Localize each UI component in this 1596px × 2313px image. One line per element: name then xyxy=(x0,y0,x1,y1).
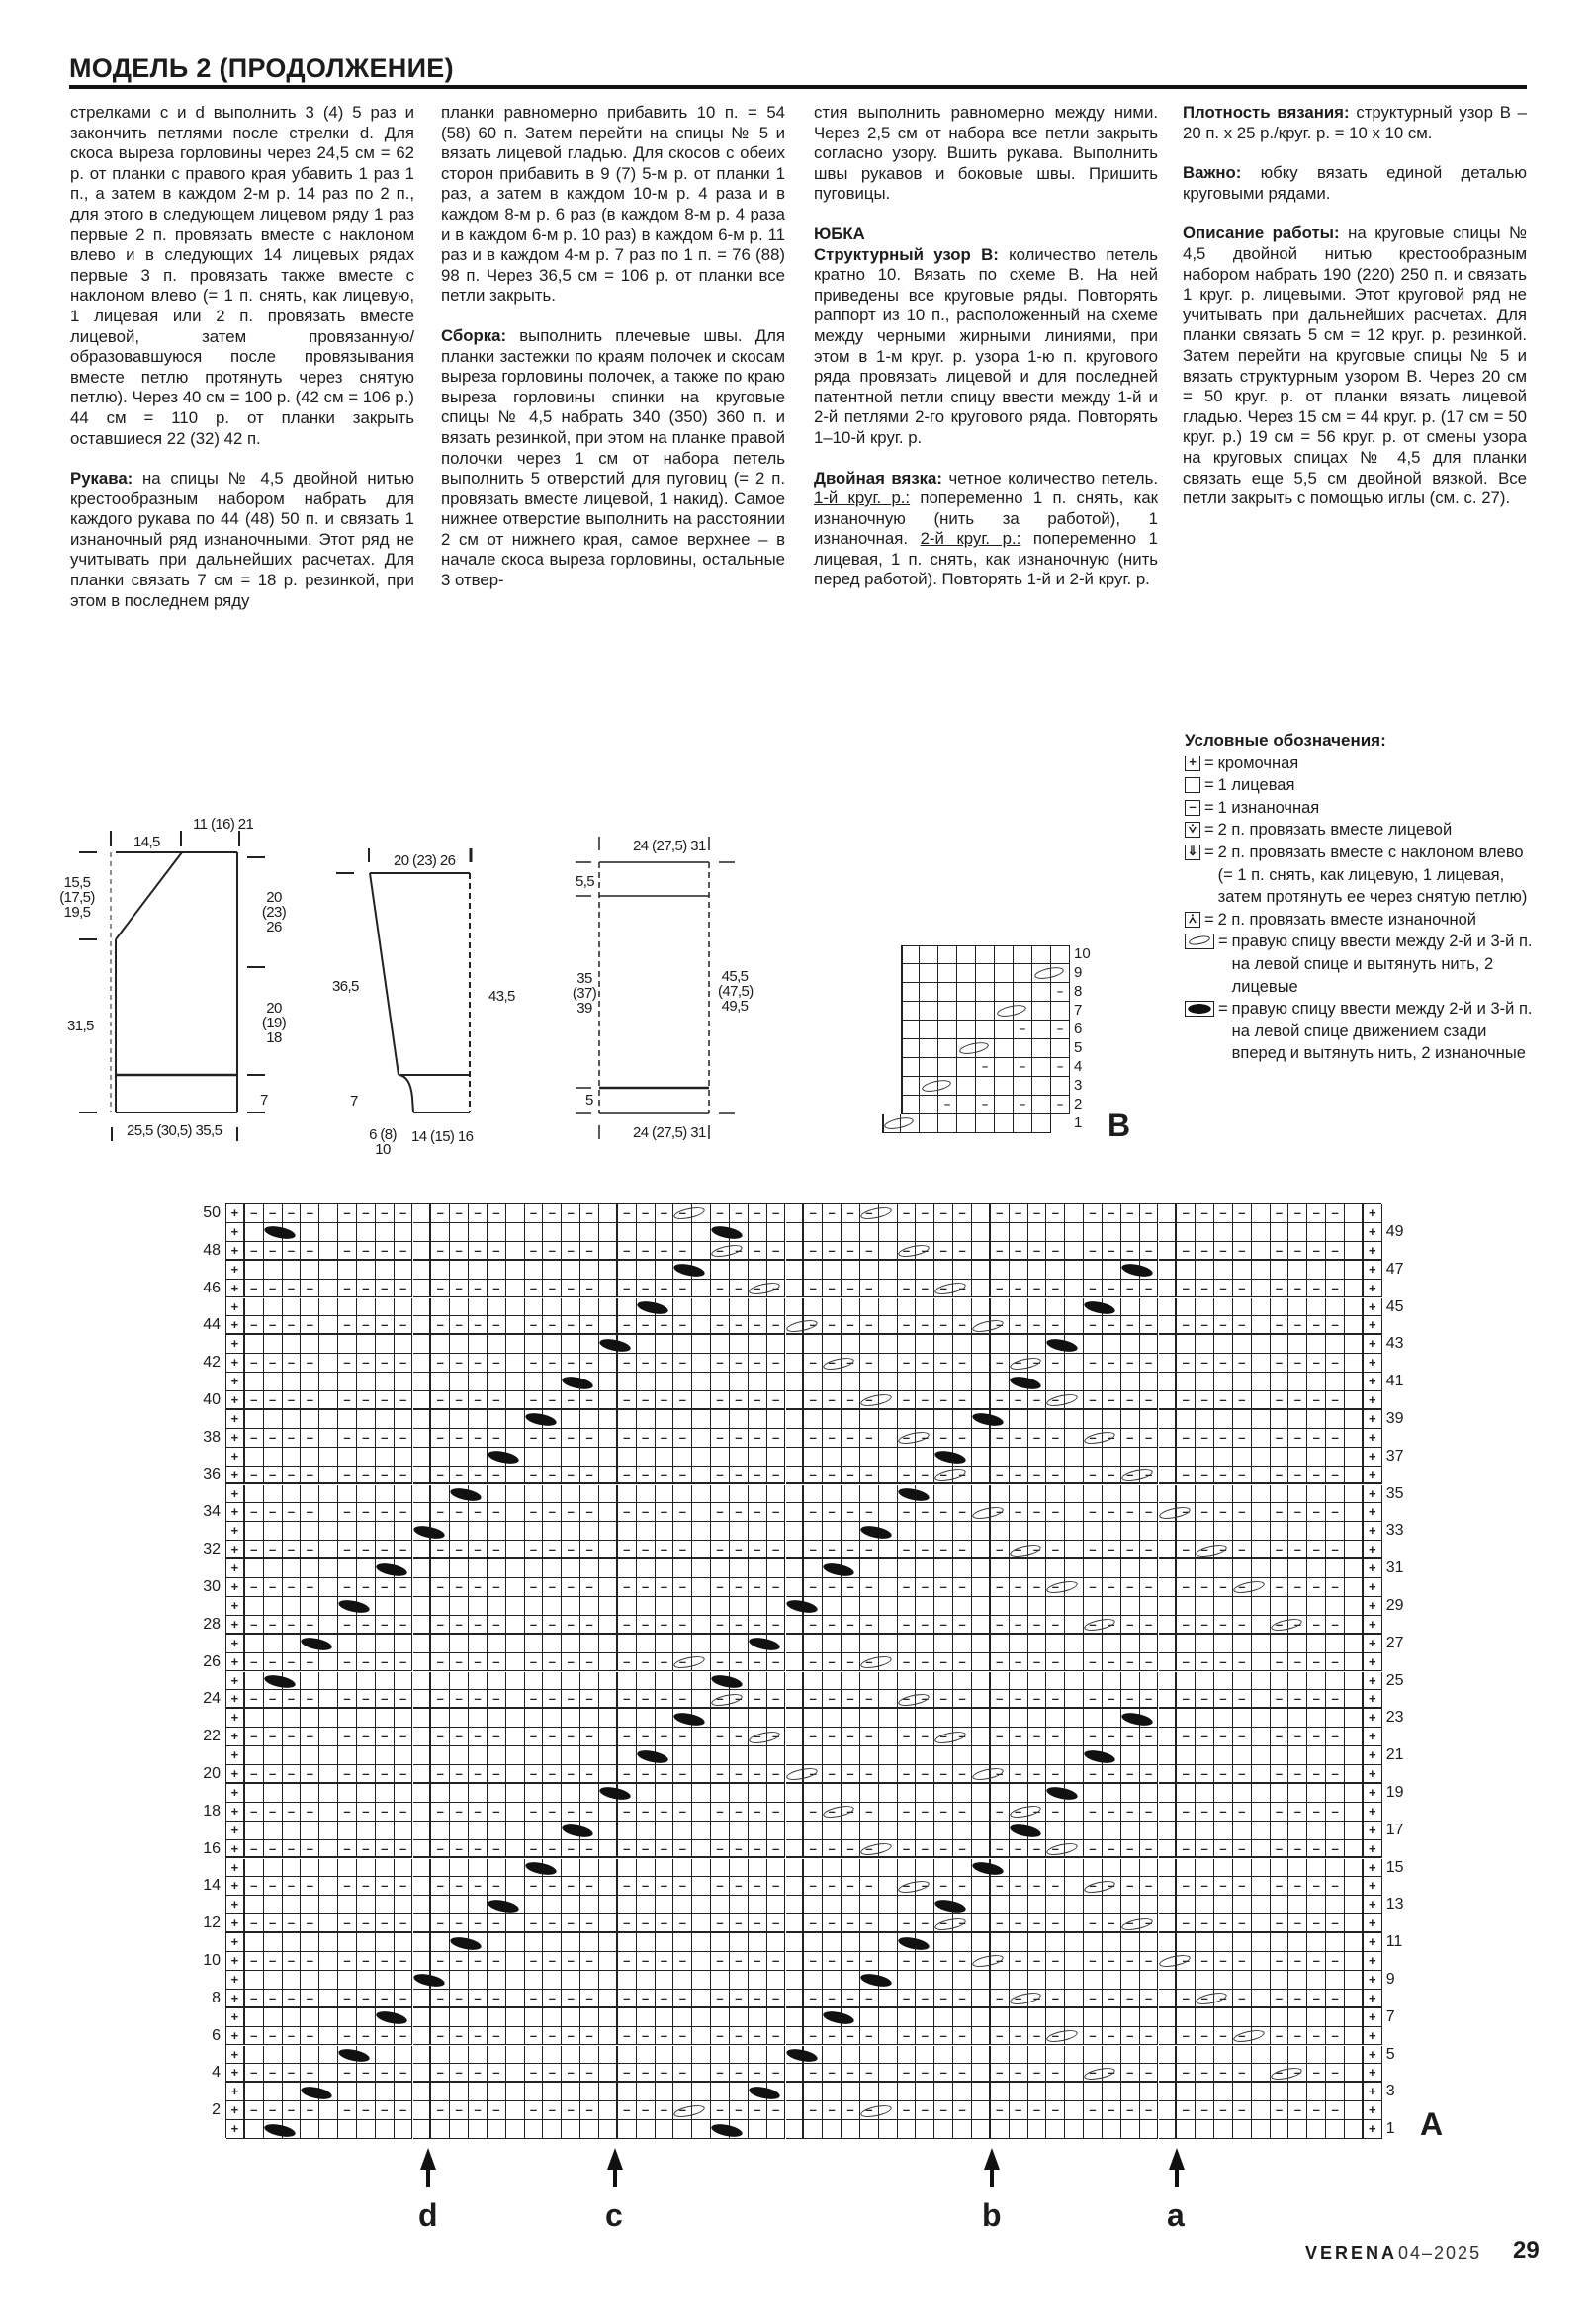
front-dim-bottom: 25,5 (30,5) 35,5 xyxy=(127,1122,222,1139)
row-number: 7 xyxy=(1385,2007,1395,2025)
legend-symbol-icon: ⩒ xyxy=(1185,822,1200,838)
sleeve-dim-bottom-right: 14 (15) 16 xyxy=(411,1128,474,1145)
paragraph-important: Важно: юбку вязать единой деталью круговыми рядами. xyxy=(1183,163,1527,203)
row-number: 41 xyxy=(1385,1373,1404,1390)
row-number: 30 xyxy=(203,1578,221,1595)
row-number: 20 xyxy=(203,1765,221,1782)
row-number: 27 xyxy=(1385,1634,1404,1651)
row-number: 21 xyxy=(1385,1746,1404,1764)
row-number: 47 xyxy=(1385,1260,1404,1278)
chart-a: + – – – – – – – – – – – – – – – – – – – – – – – – – – – – – – – – – – – – – – – – – – – – – – – – + + + + – – – – – – – – – – – – – – – – – – – – – – – – – – – – – – – – – – – – – – – – – – – – – – – – + + + + – – – – – – – – – – – – – – – – – – – – – – – – – – – – – – – – – – – – – – – – – – – – – – – – + + + + – – – – – – – – – – – – – – – – – – – – – – – – – – – – – – – – – – – – – – – – – – – – – – – – + + + + – – – – – – – – – – – – – – – – – – – – – – – – – – – – – – – – – – – – – – – – – – – – – – – – + + + + – – – – – – – – – – – – – – – – – – – – – – – – – – – – – – – – – – – – – – – – – – – – – – – – + + + + – – – – – – – – – – – – – – – – – – – – – – – – – – – – – – – – – – – – – – – – – – – – – – – – + + + + – – – – – – – – – – – – – – – – – – – – – – – – – – – – – – – – – – – – – – – – – – – – – – – – + + + + – – – – – – – – – – – – – – – – – – – – – – – – – – – – – – – – – – – – – – – – – – – – – – – – + + + + – – – – – – – – – – – – – – – – – – – – – – – – – – – – – – – – – – – – – – – – – – – – – – – – + + + + – – – – – – – – – – – – – – – – – – – – – – – – – – – – – – – – – – – – – – – – – – – – – – – – + + + + – – – – – – – – – – – – – – – – – – – – – – – – – – – – – – – – – – – – – – – – – – – – – – – – + + + + – – – – – – – – – – – – – – – – – – – – – – – – – – – – – – – – – – – – – – – – – – – – – – – – + + + + – – – – – – – – – – – – – – – – – – – – – – – – – – – – – – – – – – – – – – – – – – – – – – – – + + + + – – – – – – – – – – – – – – – – – – – – – – – – – – – – – – – – – – – – – – – – – – – – – – – – + + + + – – – – – – – – – – – – – – – – – – – – – – – – – – – – – – – – – – – – – – – – – – – – – – – – + + + + – – – – – – – – – – – – – – – – – – – – – – – – – – – – – – – – – – – – – – – – – – – – – – – – + + + + – – – – – – – – – – – – – – – – – – – – – – – – – – – – – – – – – – – – – – – – – – – – – – – – + + + + – – – – – – – – – – – – – – – – – – – – – – – – – – – – – – – – – – – – – – – – – – – – – – – – + + + + – – – – – – – – – – – – – – – – – – – – – – – – – – – – – – – – – – – – – – – – – – – – – – – – + + + + – – – – – – – – – – – – – – – – – – – – – – – – – – – – – – – – – – – – – – – – – – – – – – – – + + + + – – – – – – – – – – – – – – – – – – – – – – – – – – – – – – – – – – – – – – – – – – – – – – – – + + + + – – – – – – – – – – – – – – – – – – – – – – – – – – – – – – – – – – – – – – – – – – – – – – – – + + + + – – – – – – – – – – – – – – – – – – – – – – – – – – – – – – – – – – – – – – – – – – – – – – – – + + + + – – – – – – – – – – – – – – – – – – – – – – – – – – – – – – – – – – – – – – – – – – – – – – – – + + + 50 48 46 44 42 40 38 36 34 32 30 28 26 24 22 20 18 16 14 12 10 8 6 4 2 49 47 45 43 41 39 37 35 33 31 29 27 25 23 21 19 17 15 13 11 9 7 5 3 1 xyxy=(225,1203,1381,2138)
sleeve-dim-left-lower: 7 xyxy=(350,1093,358,1110)
row-number: 8 xyxy=(1074,983,1083,1000)
row-number: 36 xyxy=(203,1466,221,1483)
front-dim-top-left: 14,5 xyxy=(133,834,160,850)
paragraph-gauge: Плотность вязания: структурный узор В – 20 п. х 25 р./круг. р. = 10 х 10 см. xyxy=(1183,103,1528,142)
row-number: 9 xyxy=(1385,1970,1395,1988)
row-number: 42 xyxy=(203,1354,221,1372)
text-column-2 xyxy=(441,103,785,611)
skirt-dim-right: 45,5 (47,5) 49,5 xyxy=(718,968,754,1015)
page-title: МОДЕЛЬ 2 (ПРОДОЛЖЕНИЕ) xyxy=(69,53,454,83)
row-number: 9 xyxy=(1074,964,1083,981)
row-number: 38 xyxy=(203,1428,221,1446)
front-dim-right-lower: 7 xyxy=(260,1092,268,1109)
row-number: 33 xyxy=(1385,1522,1404,1540)
arrow-label: b xyxy=(982,2197,1002,2233)
legend-symbol-icon: ⇓ xyxy=(1185,845,1200,860)
arrow-label: a xyxy=(1167,2197,1185,2233)
paragraph-sleeves: Рукава: на спицы № 4,5 двойной нитью крестообразным набором набрать для каждого рукава по 44 (48) 50 п. и связать 1 изнаночный ряд изнаночными. Этот ряд не учитывать при дальнейших расчетах. Для планки связать 7 см = 18 р. резинкой, при этом в последнем ряду xyxy=(70,469,414,610)
legend-item: ⇓ = 2 п. провязать вместе с наклоном влево (= 1 п. снять, как лицевую, 1 лицевая, затем протянуть ее через снятую петлю) xyxy=(1185,842,1541,909)
row-number: 40 xyxy=(203,1391,221,1408)
legend-item: = правую спицу ввести между 2-й и 3-й п. на левой спице движением сзади вперед и вытянуть нить, 2 изнаночные xyxy=(1185,998,1541,1065)
chart-b: 10 9 – 8 7 – – 6 5 – – – 4 3 – – – – 2 1 xyxy=(882,945,1080,1143)
text-column-1 xyxy=(70,103,414,631)
paragraph-work-description: Описание работы: на круговые спицы № 4,5 двойной нитью крестообразным набором набрать 190 (220) 250 п. и связать 1 круг. р. лицевыми. Этот круговой ряд не учитывать при дальнейших расчетах. Для планки связать 5 см = 12 круг. р. резинкой. Затем перейти на круговые спицы № 5 и вязать структурным узором В. Через 20 см = 50 круг. р. от планки вязать лицевой гладью. Через 15 см = 44 круг. р. (17 см = 50 круг. р.) 19 см = 56 круг. р. от смены узора на круговых спицах № 4,5 для планки связать еще 5,5 см двойной вязкой. Все петли закрыть с помощью иглы (см. с. 27). xyxy=(1183,223,1527,508)
front-dim-left-lower: 31,5 xyxy=(67,1018,94,1034)
row-number: 5 xyxy=(1385,2045,1395,2063)
paragraph-assembly: Сборка: выполнить плечевые швы. Для планки застежки по краям полочек и скосам выреза горловины полочек, а также по краю выреза горловины спинки на круговые спицы № 4,5 набрать 340 (350) 360 п. и вязать резинкой, при этом на планке правой полочки через 1 см от набора петель выполнить 5 отверстий для пуговиц (= 2 п. провязать вместе лицевой, 1 накид). Самое нижнее отверстие выполнить на расстоянии 2 см от нижнего края, самое верхнее – в начале скоса выреза горловины, остальные 3 отвер- xyxy=(441,325,785,590)
row-number: 12 xyxy=(203,1914,221,1932)
row-number: 15 xyxy=(1385,1858,1404,1876)
arrow-shaft xyxy=(1175,2166,1179,2187)
row-number: 43 xyxy=(1385,1335,1404,1353)
skirt-dim-left-mid: 35 (37) 39 xyxy=(572,970,597,1017)
legend-title: Условные обозначения: xyxy=(1185,731,1386,750)
skirt-dim-top: 24 (27,5) 31 xyxy=(633,838,706,854)
row-number: 2 xyxy=(1074,1096,1083,1112)
row-number: 13 xyxy=(1385,1896,1404,1913)
row-number: 32 xyxy=(203,1541,221,1558)
row-number: 3 xyxy=(1385,2083,1395,2100)
skirt-dim-left-lower: 5 xyxy=(585,1092,593,1109)
row-number: 28 xyxy=(203,1615,221,1633)
row-number: 35 xyxy=(1385,1484,1404,1502)
paragraph-skirt-pattern: ЮБКА Структурный узор В: количество петель кратно 10. Вязать по схеме В. На ней приведены все круговые ряды. Повторять раппорт из 10 п., расположенный на схеме между черными жирными линиями, при этом в 1-м круг. р. узора 1-ю п. кругового ряда провязать лицевой и для последней патентной петли спицу ввести между 1-й и 2-й петлями 2-го кругового ряда. Повторять 1–10-й круг. р. xyxy=(814,223,1158,447)
front-dim-right-mid: 20 (19) 18 xyxy=(261,1000,287,1046)
legend-items xyxy=(1185,753,1541,1065)
issue-number: 04–2025 xyxy=(1398,2243,1482,2263)
sleeve-dim-right: 43,5 xyxy=(488,988,515,1005)
paragraph-front: стрелками c и d выполнить 3 (4) 5 раз и закончить петлями после стрелки d. Для скоса выреза горловины через 24,5 см = 62 р. от планки с правого края убавить 1 раз 1 п., а затем в каждом 2-м р. 14 раз по 2 п., для этого в следующем лицевом ряду 1 раз первые 2 п. провязать вместе с наклоном влево и в следующих 14 лицевых рядах первые 3 п. провязать также вместе с наклоном влево (= 1 п. снять, как лицевую, 1 лицевая или 2 п. провязать вместе лицевой, затем провязанную/образовавшуюся после провязывания вместе петлю протянуть через снятую петлю). Через 40 см = 100 р. (42 см = 106 р.) 44 см = 110 р. от планки закрыть оставшиеся 22 (32) 42 п. xyxy=(70,103,414,448)
front-dim-left-upper: 15,5 (17,5) 19,5 xyxy=(59,874,95,921)
row-number: 39 xyxy=(1385,1409,1404,1427)
row-number: 7 xyxy=(1074,1002,1083,1019)
row-number: 6 xyxy=(1074,1021,1083,1037)
arrow-label: d xyxy=(418,2197,438,2233)
row-number: 16 xyxy=(203,1839,221,1857)
arrow-shaft xyxy=(990,2166,994,2187)
sleeve-dim-left: 36,5 xyxy=(332,978,359,995)
row-number: 6 xyxy=(212,2026,221,2044)
row-number: 3 xyxy=(1074,1077,1083,1094)
arrow-shaft xyxy=(613,2166,617,2187)
row-number: 48 xyxy=(203,1241,221,1259)
row-number: 46 xyxy=(203,1279,221,1296)
legend-item: = 1 лицевая xyxy=(1185,774,1541,797)
text-column-3 xyxy=(814,103,1158,610)
row-number: 14 xyxy=(203,1877,221,1895)
row-number: 10 xyxy=(203,1952,221,1969)
row-number: 26 xyxy=(203,1652,221,1670)
row-number: 34 xyxy=(203,1503,221,1521)
row-number: 24 xyxy=(203,1690,221,1708)
chart-b-label: B xyxy=(1108,1108,1131,1143)
row-number: 5 xyxy=(1074,1039,1083,1056)
legend-symbol-icon xyxy=(1185,934,1214,949)
row-number: 19 xyxy=(1385,1783,1404,1801)
chart-a-label: A xyxy=(1420,2106,1444,2142)
row-number: 50 xyxy=(203,1204,221,1221)
row-number: 2 xyxy=(212,2101,221,2119)
sleeve-dim-bottom-left: 6 (8) 10 xyxy=(369,1126,397,1158)
arrow-shaft xyxy=(426,2166,430,2187)
row-number: 49 xyxy=(1385,1222,1404,1240)
skirt-dim-left-top: 5,5 xyxy=(576,873,595,890)
row-number: 29 xyxy=(1385,1596,1404,1614)
legend xyxy=(1185,730,1541,1065)
paragraph-assembly-cont: стия выполнить равномерно между ними. Через 2,5 см от набора все петли закрыть согласно узору. Вшить рукава. Выполнить швы рукавов и боковые швы. Пришить пуговицы. xyxy=(814,103,1158,204)
row-number: 4 xyxy=(1074,1058,1083,1075)
row-number: 22 xyxy=(203,1728,221,1745)
row-number: 1 xyxy=(1074,1114,1083,1131)
paragraph-double-knit: Двойная вязка: четное количество петель. 1-й круг. р.: попеременно 1 п. снять, как изнаночную (нить за работой), 1 изнаночная. 2-й круг. р.: попеременно 1 лицевая, 1 п. снять, как изнаночную (нить перед работой). Повторять 1-й и 2-й круг. р. xyxy=(814,468,1159,589)
page-number: 29 xyxy=(1513,2237,1540,2264)
row-number: 31 xyxy=(1385,1559,1404,1577)
row-number: 23 xyxy=(1385,1709,1404,1727)
legend-symbol-icon: ⩑ xyxy=(1185,912,1200,928)
skirt-dim-bottom: 24 (27,5) 31 xyxy=(633,1124,706,1141)
legend-item: = правую спицу ввести между 2-й и 3-й п. на левой спице и вытянуть нить, 2 лицевые xyxy=(1185,931,1541,998)
row-number: 17 xyxy=(1385,1821,1404,1838)
legend-symbol-icon xyxy=(1185,1001,1214,1017)
title-rule xyxy=(69,85,1527,89)
legend-symbol-icon xyxy=(1185,777,1200,793)
row-number: 8 xyxy=(212,1989,221,2006)
legend-symbol-icon: – xyxy=(1185,800,1200,816)
row-number: 44 xyxy=(203,1316,221,1334)
row-number: 4 xyxy=(212,2064,221,2082)
legend-item: ⩑ = 2 п. провязать вместе изнаночной xyxy=(1185,909,1541,932)
row-number: 45 xyxy=(1385,1297,1404,1315)
front-schematic xyxy=(49,811,564,1147)
row-number: 25 xyxy=(1385,1671,1404,1689)
front-dim-top-right: 11 (16) 21 xyxy=(193,816,254,833)
magazine-brand: VERENA xyxy=(1305,2243,1398,2263)
row-number: 1 xyxy=(1385,2120,1395,2138)
row-number: 11 xyxy=(1385,1933,1403,1951)
legend-item: ⩒ = 2 п. провязать вместе лицевой xyxy=(1185,819,1541,842)
legend-symbol-icon: + xyxy=(1185,756,1200,771)
paragraph-sleeves-cont: планки равномерно прибавить 10 п. = 54 (58) 60 п. Затем перейти на спицы № 5 и вязать лицевой гладью. Для скосов с обеих сторон прибавить в 9 (7) 5-м р. от планки 1 раз, а затем в каждом 10-м р. 4 раза и в каждом 8-м р. 6 раз (в каждом 8-м р. 4 раза и в каждом 6-м р. 10 раз) в каждом 6-м р. 11 раз и в каждом 4-м р. 7 раз по 1 п. = 76 (88) 98 п. Через 36,5 см = 106 р. от планки все петли закрыть. xyxy=(441,103,785,306)
row-number: 37 xyxy=(1385,1447,1404,1465)
legend-item: + = кромочная xyxy=(1185,753,1541,775)
arrow-label: c xyxy=(605,2197,623,2233)
sleeve-dim-top: 20 (23) 26 xyxy=(394,852,456,869)
legend-item: – = 1 изнаночная xyxy=(1185,797,1541,820)
front-dim-right-upper: 20 (23) 26 xyxy=(261,889,287,935)
row-number: 10 xyxy=(1074,945,1091,962)
row-number: 18 xyxy=(203,1802,221,1820)
text-column-4 xyxy=(1183,103,1527,529)
